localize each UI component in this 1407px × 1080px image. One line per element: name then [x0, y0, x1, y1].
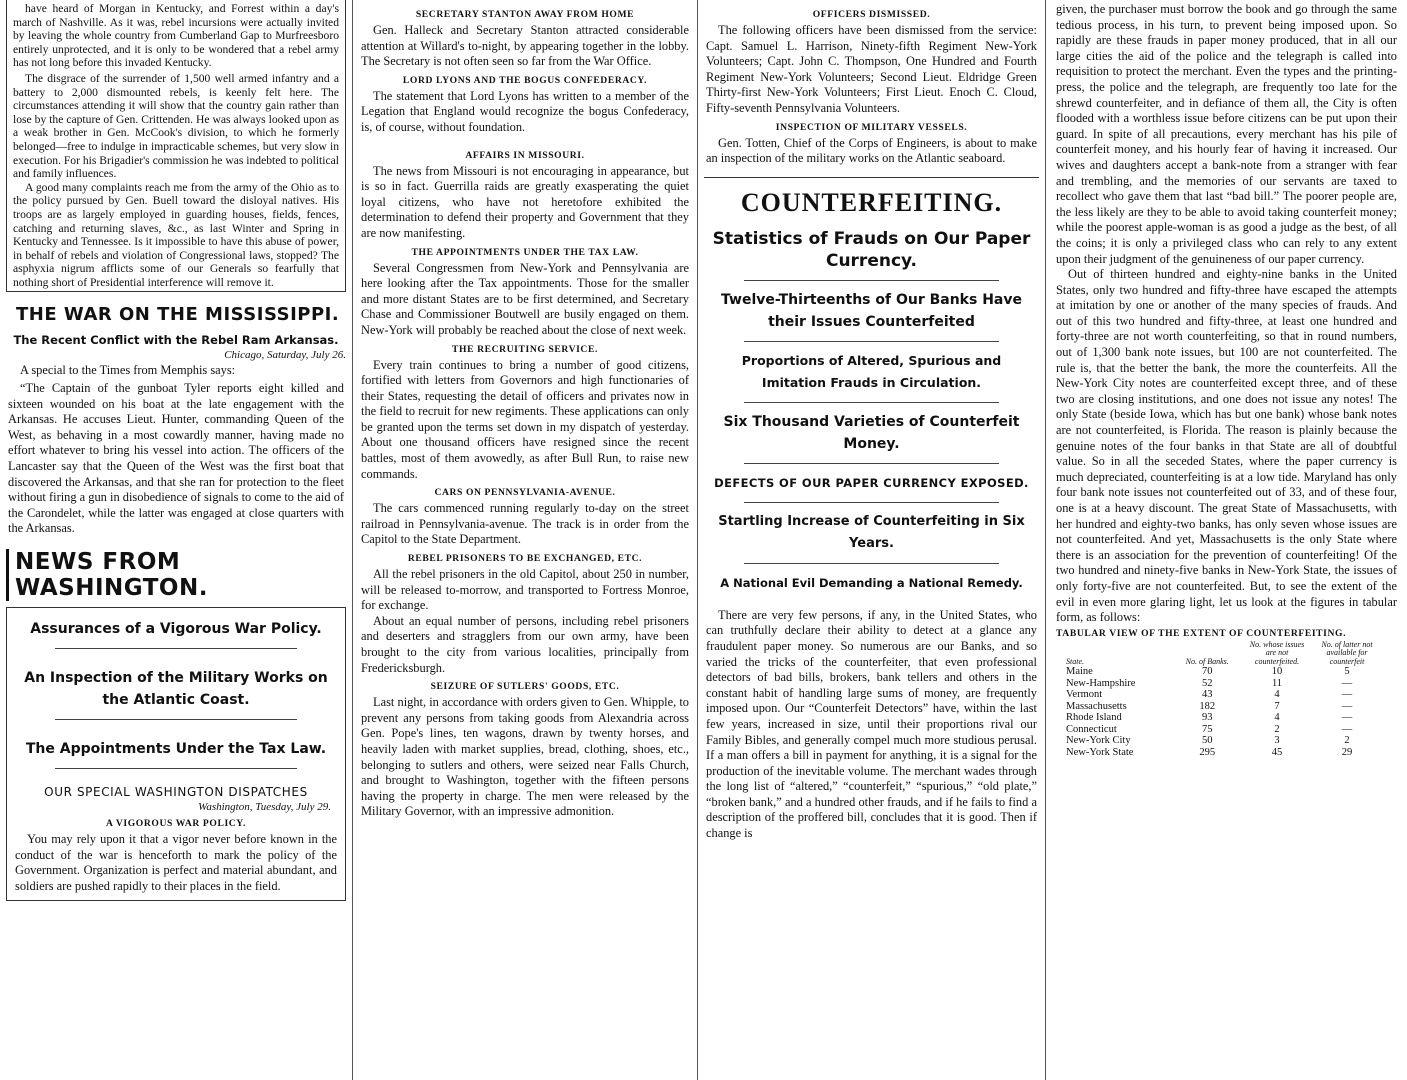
banks-cell: 43	[1201, 689, 1213, 701]
officers-head: OFFICERS DISMISSED.	[812, 9, 931, 20]
article-paragraph: A good many complaints reach me from the army of the Ohio as to the policy pursued by Gen. Buell toward the disloyal natives. His troops are as largely employed in guarding houses, fields, fences, catching and returning slaves, &c., as last Winter and Spring in Kentucky and Tennessee. Is it impossible to have this abuse of power, in behalf of rebels and violation of Congressional laws, stopped? The asphyxia nigrum afflicts some of our Generals so fearfully that nothing short of Presidential interference will remove it.	[13, 180, 339, 289]
not-counterfeited-cell: 10	[1271, 666, 1283, 678]
vessels-body: Gen. Totten, Chief of the Corps of Engineers, is about to make an inspection of the military works on the Atlantic seaboard.	[706, 135, 1037, 166]
deck-six-thousand: Six Thousand Varieties of Counterfeit Money.	[723, 413, 1020, 452]
dispatch-head: OUR SPECIAL WASHINGTON DISPATCHES	[44, 785, 308, 799]
column-2	[352, 0, 697, 1080]
table-row	[1064, 735, 1382, 747]
item-head: LORD LYONS AND THE BOGUS CONFEDERACY.	[402, 74, 648, 86]
deck-divider	[744, 402, 999, 403]
table-header: No. of latter not available for counterfeit	[1321, 639, 1373, 666]
deck-divider	[744, 463, 999, 464]
officers-section	[698, 0, 1045, 171]
state-cell: Maine	[1066, 666, 1093, 678]
item-head: AFFAIRS IN MISSOURI.	[465, 149, 585, 161]
washington-headline: NEWS FROM WASHINGTON.	[6, 549, 346, 601]
not-counterfeited-cell: 2	[1274, 723, 1280, 735]
table-header: No. whose issues are not counterfeited.	[1249, 639, 1305, 666]
deck-twelve-thirteenths: Twelve-Thirteenths of Our Banks Have their Issues Counterfeited	[721, 291, 1022, 330]
not-available-cell: 5	[1344, 666, 1350, 678]
table-header: No. of Banks.	[1185, 656, 1229, 666]
counterfeiting-body-continued: given, the purchaser must borrow the book and go through the same tedious process, in his turn, to prevent being imposed upon. So rapidly are these frauds in paper money produced, that in all our large cities the aid of the police and the telegraph is called into requisition to protect the merchant. Even the types and the printing-press, the police and the telegraph, are frequently too late for the shrewd counterfeiter, and in defiance of them all, the City is often flooded with a worthless issue before citizens can be put upon their guard. In spite of all precautions, every merchant has his pile of counterfeit money, and his hourly fear of having it increased. Our wives and daughters accept a bank-note from a stranger with fear and trembling, and the memories of our servants are taxed to recollect who gave them that last “bad bill.” The poorer people are, the less likely are they to be able to avoid taking counterfeit money; while the poorest apple-woman is as good a judge as the best, of all the coins; it is only a privileged class who can rely to any extent upon their judgment of the genuineness of our paper currency.	[1056, 2, 1397, 266]
counterfeit-table	[1064, 641, 1382, 759]
item-head: CARS ON PENNSYLVANIA-AVENUE.	[434, 487, 616, 499]
mississippi-dateline: Chicago, Saturday, July 26.	[224, 349, 346, 362]
not-available-cell: —	[1341, 723, 1353, 735]
kentucky-article	[6, 0, 346, 292]
article-paragraph: have heard of Morgan in Kentucky, and Forrest within a day's march of Nashville. As it was, rebel incursions were actually invited by leaving the whole country from Cumberland Gap to Murfreesboro entirely unprotected, and it is only to be wondered that a rebel army has not long before this invaded Kentucky.	[13, 2, 339, 70]
not-counterfeited-cell: 3	[1274, 735, 1280, 747]
not-available-cell: —	[1341, 712, 1353, 724]
not-counterfeited-cell: 4	[1274, 712, 1280, 724]
table-row	[1064, 712, 1382, 724]
deck-national-evil: A National Evil Demanding a National Remedy.	[720, 575, 1023, 590]
not-available-cell: —	[1341, 689, 1353, 701]
table-header: State.	[1066, 656, 1084, 666]
deck-statistics: Statistics of Frauds on Our Paper Currency.	[712, 228, 1031, 271]
deck-proportions: Proportions of Altered, Spurious and Imitation Frauds in Circulation.	[741, 352, 1002, 390]
banks-cell: 75	[1201, 723, 1213, 735]
banks-cell: 70	[1201, 666, 1213, 678]
mississippi-lead: A special to the Times from Memphis says:	[20, 363, 236, 378]
mississippi-deck: The Recent Conflict with the Rebel Ram Arkansas.	[13, 333, 339, 348]
item-body: Every train continues to bring a number of good citizens, fortified with letters from Governors and high functionaries of their States, requesting the detail of officers and privates now in the field to recruit for new regiments. These applications can only be granted upon the terms set down in my dispatch of yesterday. About one thousand officers have resigned since the recent battles, most of them avowedly, as after Bull Run, to raise new commands.	[361, 357, 689, 481]
counterfeiting-body: There are very few persons, if any, in the United States, who can truthfully declare their ability to detect at a glance any fraudulent paper money. So numerous are our Banks, and so varied the tricks of the counterfeiter, that even professional detectors of bad bills, brokers, bank tellers and others in the constant habit of handling large sums of money, are frequently imposed upon. Our “Counterfeit Detectors” have, within the last few years, increased in size, until their proportions rival our Family Bibles, and generally compel much more studious perusal. If a man offers a bill in payment for anything, it is a signal for the production of the inevitable volume. The merchant wades through the long list of “altered,” “counterfeit,” “spurious,” “old plate,” “broken bank,” and a hundred other frauds, and if he fails to find a description of the proffered bill, concludes that it is good. Then if change is	[706, 607, 1037, 841]
washington-deck-2: An Inspection of the Military Works on the Atlantic Coast.	[24, 670, 328, 708]
item-head: THE APPOINTMENTS UNDER THE TAX LAW.	[411, 246, 639, 258]
item-head: SEIZURE OF SUTLERS' GOODS, ETC.	[430, 681, 620, 693]
article-paragraph: The disgrace of the surrender of 1,500 well armed infantry and a battery to 2,000 dismounted rebels, is keenly felt here. The circumstances attending it will show that the country gain rather than lose by the capture of Gen. Crittenden. He was always looked upon as a weak brother in Gen. McCook's division, to which he formerly belonged—free to indulge in impracticable schemes, but very slow in execution. For his Brigadier's commission he was indebted to political and family influences.	[13, 71, 340, 181]
deck-divider	[55, 648, 297, 649]
column-3	[697, 0, 1045, 1080]
banks-cell: 50	[1201, 735, 1213, 747]
not-counterfeited-cell: 11	[1271, 677, 1283, 689]
washington-deck-3: The Appointments Under the Tax Law.	[25, 741, 327, 757]
deck-divider	[55, 719, 297, 720]
state-cell: Connecticut	[1066, 723, 1117, 735]
deck-startling: Startling Increase of Counterfeiting in Six Years.	[718, 513, 1025, 551]
vessels-head: INSPECTION OF MILITARY VESSELS.	[775, 121, 968, 133]
table-row	[1064, 689, 1382, 701]
item-body: The news from Missouri is not encouraging in appearance, but is so in fact. Guerrilla raids are greatly exasperating the quiet loyal citizens, who have not heretofore exhibited the determination to defend their property and Government that they are now manifesting.	[361, 163, 689, 240]
state-cell: Vermont	[1066, 689, 1103, 701]
washington-dateline: Washington, Tuesday, July 29.	[198, 801, 331, 813]
table-row	[1064, 666, 1382, 678]
washington-body: You may rely upon it that a vigor never before known in the conduct of the war is henceforth to mark the policy of the Government. Organization is perfect and material abundant, and soldiers are pushed rapidly to their places in the field.	[15, 832, 337, 893]
table-row	[1064, 724, 1382, 736]
not-available-cell: —	[1341, 677, 1353, 689]
table-row	[1064, 678, 1382, 690]
vigorous-policy-subhead: A VIGOROUS WAR POLICY.	[106, 818, 246, 829]
banks-cell: 295	[1199, 746, 1216, 758]
state-cell: Massachusetts	[1066, 700, 1127, 712]
deck-defects: DEFECTS OF OUR PAPER CURRENCY EXPOSED.	[714, 475, 1029, 490]
item-head: THE RECRUITING SERVICE.	[452, 343, 598, 355]
table-row	[1064, 747, 1382, 759]
deck-divider	[744, 502, 999, 503]
item-body: The statement that Lord Lyons has written to a member of the Legation that England would recognize the bogus Confederacy, is, of course, without foundation.	[361, 88, 689, 134]
item-body: About an equal number of persons, including rebel prisoners and deserters and stragglers from our own army, have been brought to the city from various localities, principally from Fredericksburgh.	[361, 613, 689, 675]
not-counterfeited-cell: 7	[1274, 700, 1280, 712]
item-head: SECRETARY STANTON AWAY FROM HOME	[415, 9, 635, 20]
mississippi-headline: THE WAR ON THE MISSISSIPPI.	[16, 304, 340, 326]
counterfeiting-article	[704, 177, 1039, 842]
state-cell: New-York State	[1066, 746, 1134, 758]
counterfeiting-statistics: Out of thirteen hundred and eighty-nine banks in the United States, only two hundred and fifty-three have escaped the attempts at imitation by one or another of the many species of frauds. And out of this two hundred and fifty-three, at least one hundred and forty-three are not worth counterfeiting, so that in round numbers, out of 1,300 bank note issues, but 100 are not counterfeited. The rule is, that the better the bank, the more the counterfeits. All the New-York City notes are counterfeited except three, and of these two are closing institutions, and one does not issue any notes! The only State (beside Iowa, which has but one bank) whose bank notes are not counterfeited, is Florida. The reason is plainly because the genuine notes of the four banks in that State are all of doubtful value. So in all the seceded States, where the paper currency is much depreciated, counterfeiting is at a low tide. Maryland has only four bank note issues not counterfeited out of 33, and of these four, one is at a heavy discount. The great State of Massachusetts, with her hundred and eighty-two banks, has only seven whose issues are not counterfeited. And yet, Massachusetts is the only State where there is an association for the prevention of counterfeiting! Of the two hundred and ninety-five banks in New-York State, the issues of only forty-five are not counterfeited. But, to see the extent of the evil in even more glaring light, let us look at the figures in tabular form, as follows:	[1056, 267, 1397, 625]
table-header-row	[1064, 641, 1382, 667]
column-4	[1045, 0, 1407, 1080]
counterfeiting-continued	[1046, 0, 1407, 760]
item-body: Several Congressmen from New-York and Pennsylvania are here looking after the Tax appointments. Those for the smaller and more distant States are to be first determined, and Secretary Chase and Commissioner Boutwell are busily engaged on them. New-York will probably be reached about the close of next week.	[361, 260, 689, 337]
officers-body: The following officers have been dismissed from the service: Capt. Samuel L. Harrison, Ninety-fifth Regiment New-York Volunteers; Capt. John C. Thompson, One Hundred and Fourth Regiment New-York Volunteers; Second Lieut. Eldridge Green Thirty-first New-York Volunteers; First Lieut. Enoch C. Cloud, Fifty-seventh Pennsylvania Volunteers.	[706, 23, 1037, 115]
item-body: Gen. Halleck and Secretary Stanton attracted considerable attention at Willard's to-night, by appearing together in the lobby. The Secretary is not often seen so far from the War Office.	[361, 23, 689, 69]
item-body: The cars commenced running regularly to-day on the street railroad in Pennsylvania-avenue. The track is in order from the Capitol to the State Department.	[361, 501, 689, 547]
state-cell: New-York City	[1066, 735, 1131, 747]
deck-divider	[744, 563, 999, 564]
state-cell: New-Hampshire	[1066, 677, 1136, 689]
not-available-cell: 29	[1341, 746, 1353, 758]
deck-divider	[744, 280, 999, 281]
banks-cell: 93	[1201, 712, 1213, 724]
not-counterfeited-cell: 4	[1274, 689, 1280, 701]
item-head: REBEL PRISONERS TO BE EXCHANGED, ETC.	[407, 553, 643, 565]
table-row	[1064, 701, 1382, 713]
item-body: All the rebel prisoners in the old Capitol, about 250 in number, will be released to-morrow, and transported to Fortress Monroe, for exchange.	[361, 567, 689, 613]
not-available-cell: —	[1341, 700, 1353, 712]
deck-divider	[55, 768, 297, 769]
washington-decks	[6, 607, 346, 901]
state-cell: Rhode Island	[1066, 712, 1122, 724]
counterfeiting-headline: COUNTERFEITING.	[740, 187, 1003, 217]
table-title: TABULAR VIEW OF THE EXTENT OF COUNTERFEITING.	[1056, 627, 1347, 639]
mississippi-body: “The Captain of the gunboat Tyler reports eight killed and sixteen wounded on his boat at the late engagement with the Arkansas. He accuses Lieut. Hunter, commanding Queen of the West, as behaving in a most cowardly manner, having made no effort whatever to bring his vessel into action. The officers of the Lancaster say that the Queen of the West was the first boat that discovered the Arkansas, and that she ran for protection to the fleet without firing a gun in disobedience of signals to come to the aid of the Carondelet, while the latter was engaged at close quarters with the Arkansas.	[8, 381, 344, 536]
banks-cell: 52	[1201, 677, 1213, 689]
washington-items	[353, 0, 697, 824]
column-1	[0, 0, 352, 1080]
washington-deck-1: Assurances of a Vigorous War Policy.	[30, 621, 322, 637]
deck-divider	[744, 341, 999, 342]
item-body: Last night, in accordance with orders given to Gen. Whipple, to prevent any persons from taking goods from Alexandria across Gen. Pope's lines, ten wagons, drawn by twenty horses, and heavily laden with market supplies, bread, clothing, shoes, etc., belonging to sutlers and others, were seized near Falls Church, and brought to Washington, together with the fifteen persons having the property in charge. The men were released by the Military Governor, with an impressive admonition.	[361, 695, 689, 819]
not-available-cell: 2	[1344, 735, 1350, 747]
not-counterfeited-cell: 45	[1271, 746, 1283, 758]
banks-cell: 182	[1199, 700, 1216, 712]
